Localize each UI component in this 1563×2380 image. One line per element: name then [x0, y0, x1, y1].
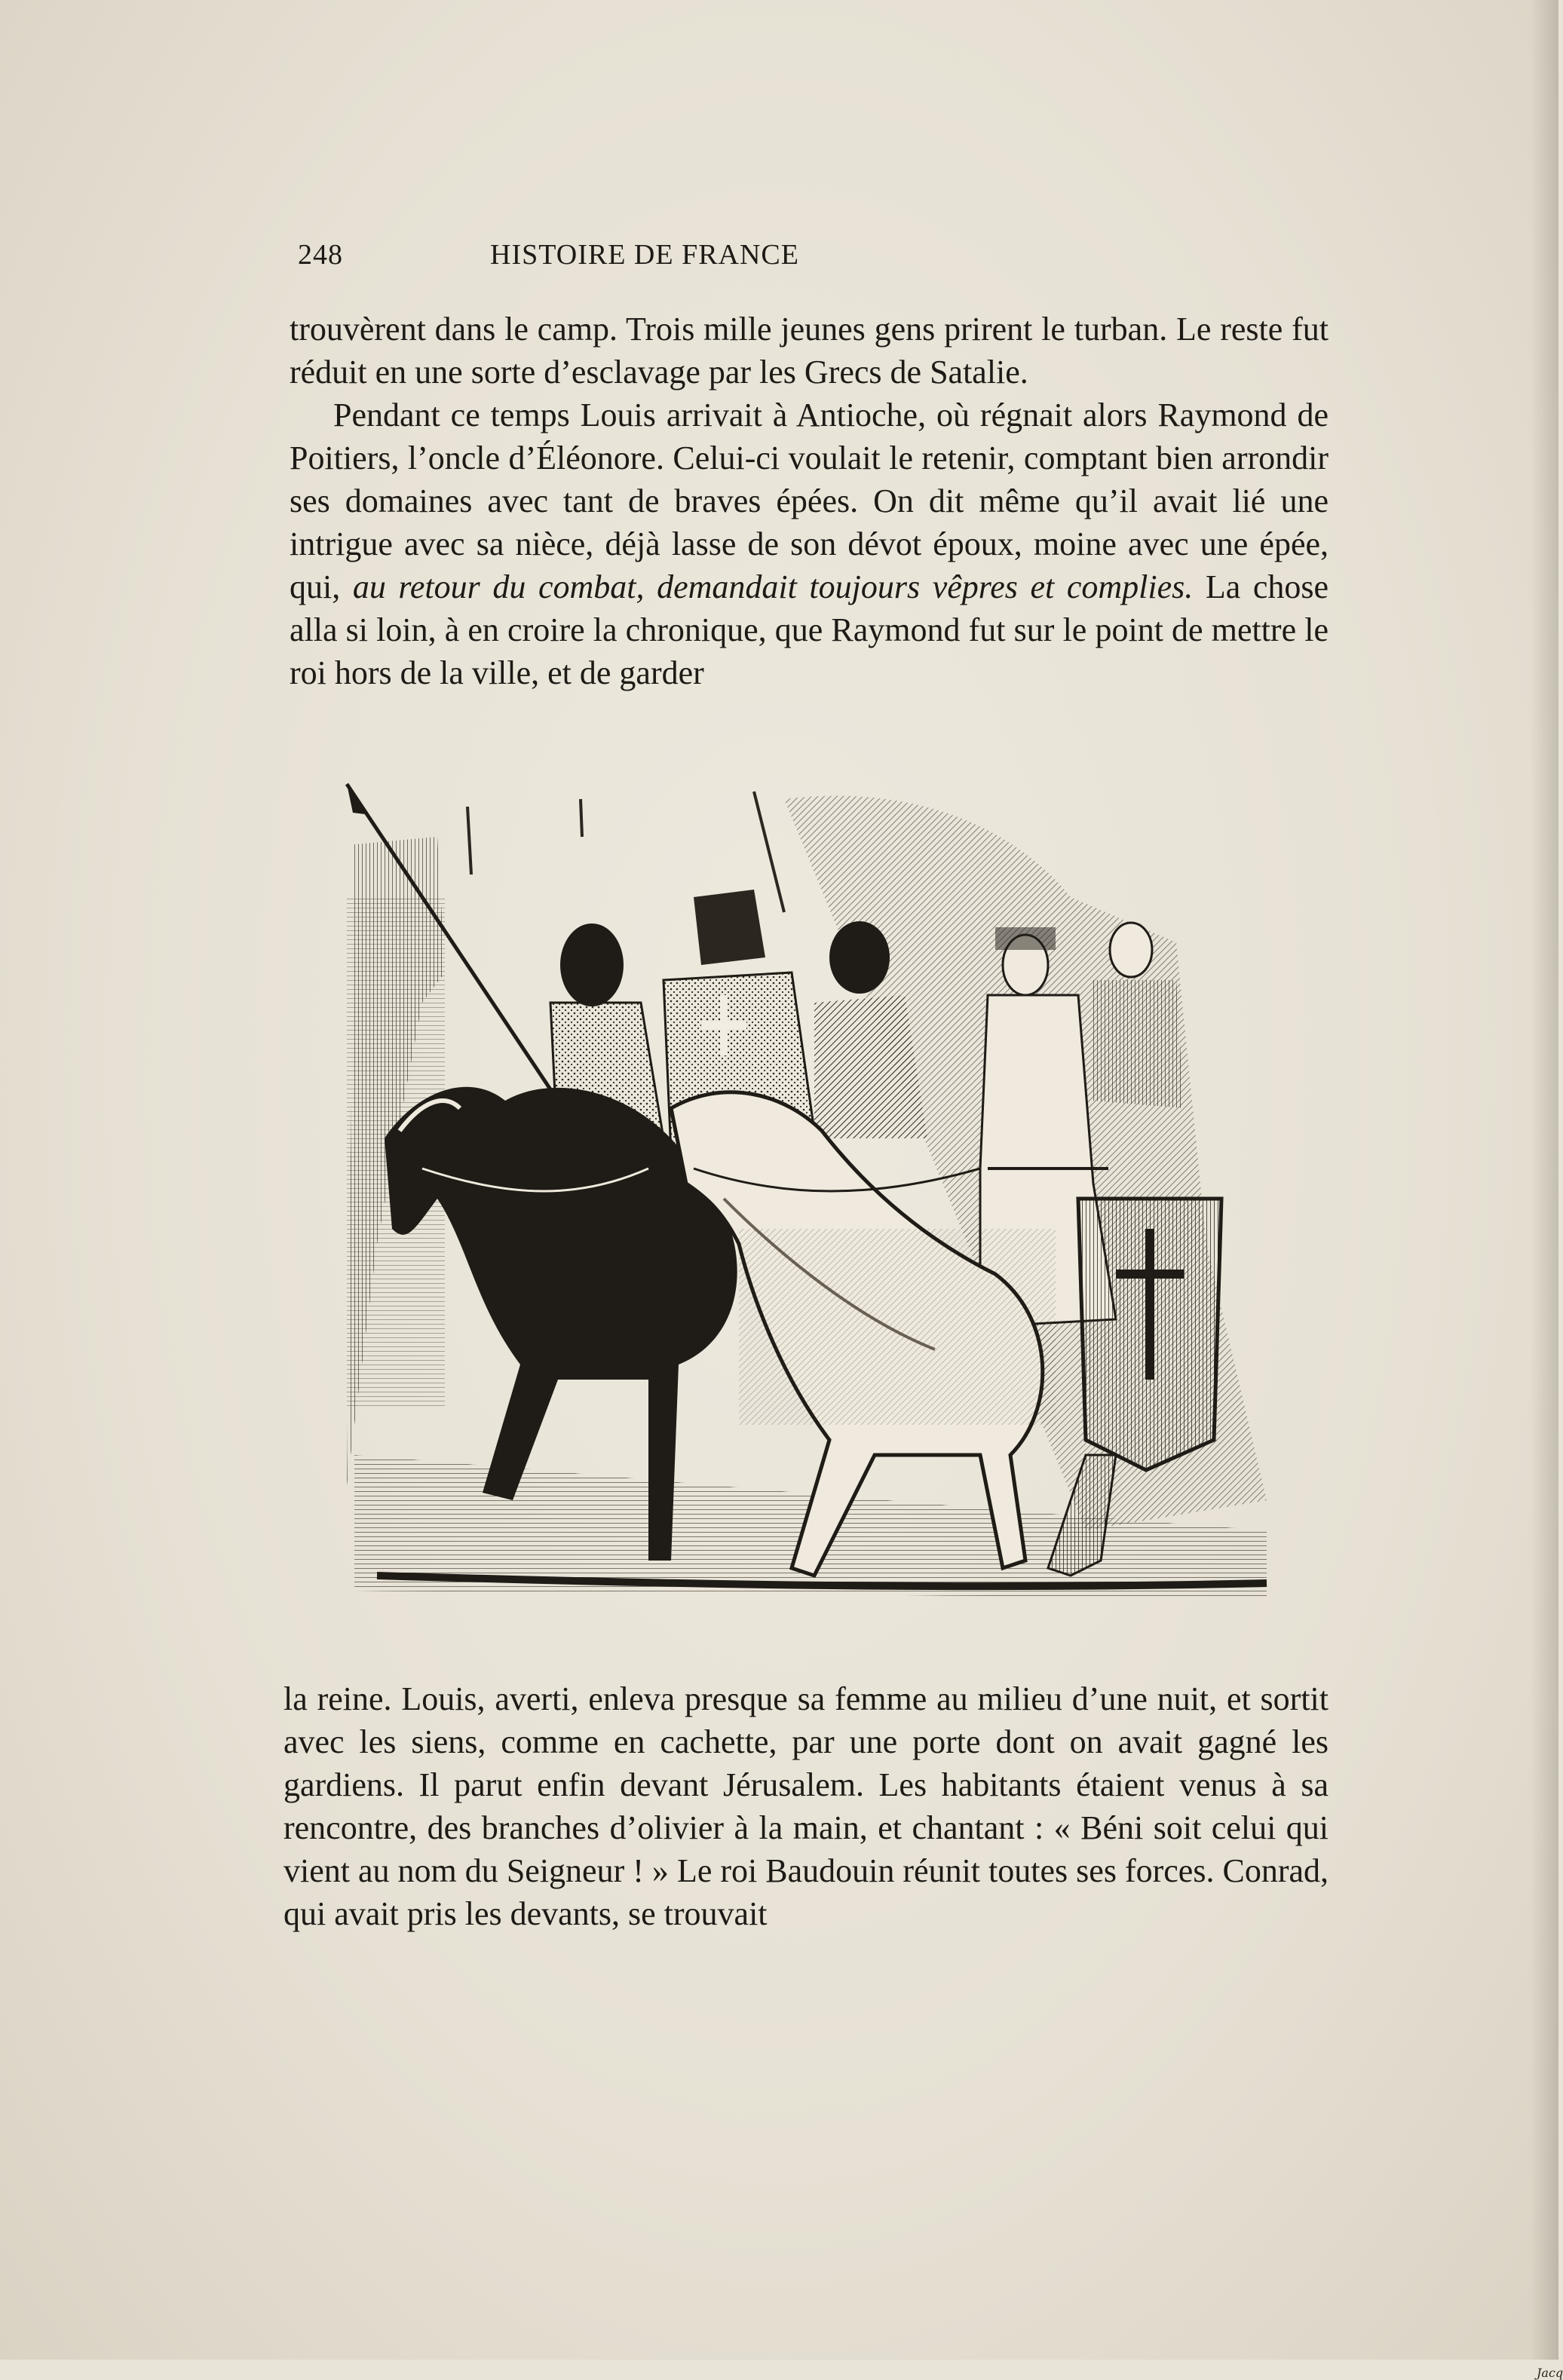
- body-text-top: [290, 308, 1329, 694]
- artist-signature: Jacq: [1537, 2366, 1563, 2380]
- paragraph: trouvèrent dans le camp. Trois mille jeunes gens prirent le turban. Le reste fut réduit en une sorte d’esclavage par les Grecs de Satalie.: [290, 311, 1329, 391]
- paragraph: la reine. Louis, averti, enleva presque sa femme au milieu d’une nuit, et sortit avec les siens, comme en cachette, par une porte dont on avait gagné les gardiens. Il parut enfin devant Jérusalem. Les habitants étaient venus à sa rencontre, des branches d’olivier à la main, et chantant : « Béni soit celui qui vient au nom du Seigneur ! » Le roi Baudouin réunit toutes ses forces. Conrad, qui avait pris les devants, se trouvait: [283, 1680, 1329, 1932]
- page-header: [298, 238, 976, 276]
- body-text-bottom: [283, 1677, 1329, 1935]
- running-title: HISTOIRE DE FRANCE: [490, 239, 799, 271]
- page-number: 248: [298, 239, 343, 271]
- engraving-crusaders-on-horseback: [332, 776, 1289, 1613]
- italic-quote: au retour du combat, demandait toujours vêpres et complies.: [352, 568, 1194, 605]
- paragraph: [290, 394, 1329, 694]
- paragraph-text: Pendant ce temps Louis arrivait à Antioche, où régnait alors Raymond de Poitiers, l’oncle d’Éléonore. Celui-ci voulait le retenir, comptant bien arrondir ses domaines avec tant de braves épées. On dit même qu’il avait lié une intrigue avec sa nièce, déjà lasse de son dévot époux, moine avec une épée, qui,: [290, 397, 1329, 605]
- paragraph-text: La chose alla si loin, à en croire la chronique, que Raymond fut sur le point de mettre le roi hors de la ville, et de garder: [290, 568, 1329, 691]
